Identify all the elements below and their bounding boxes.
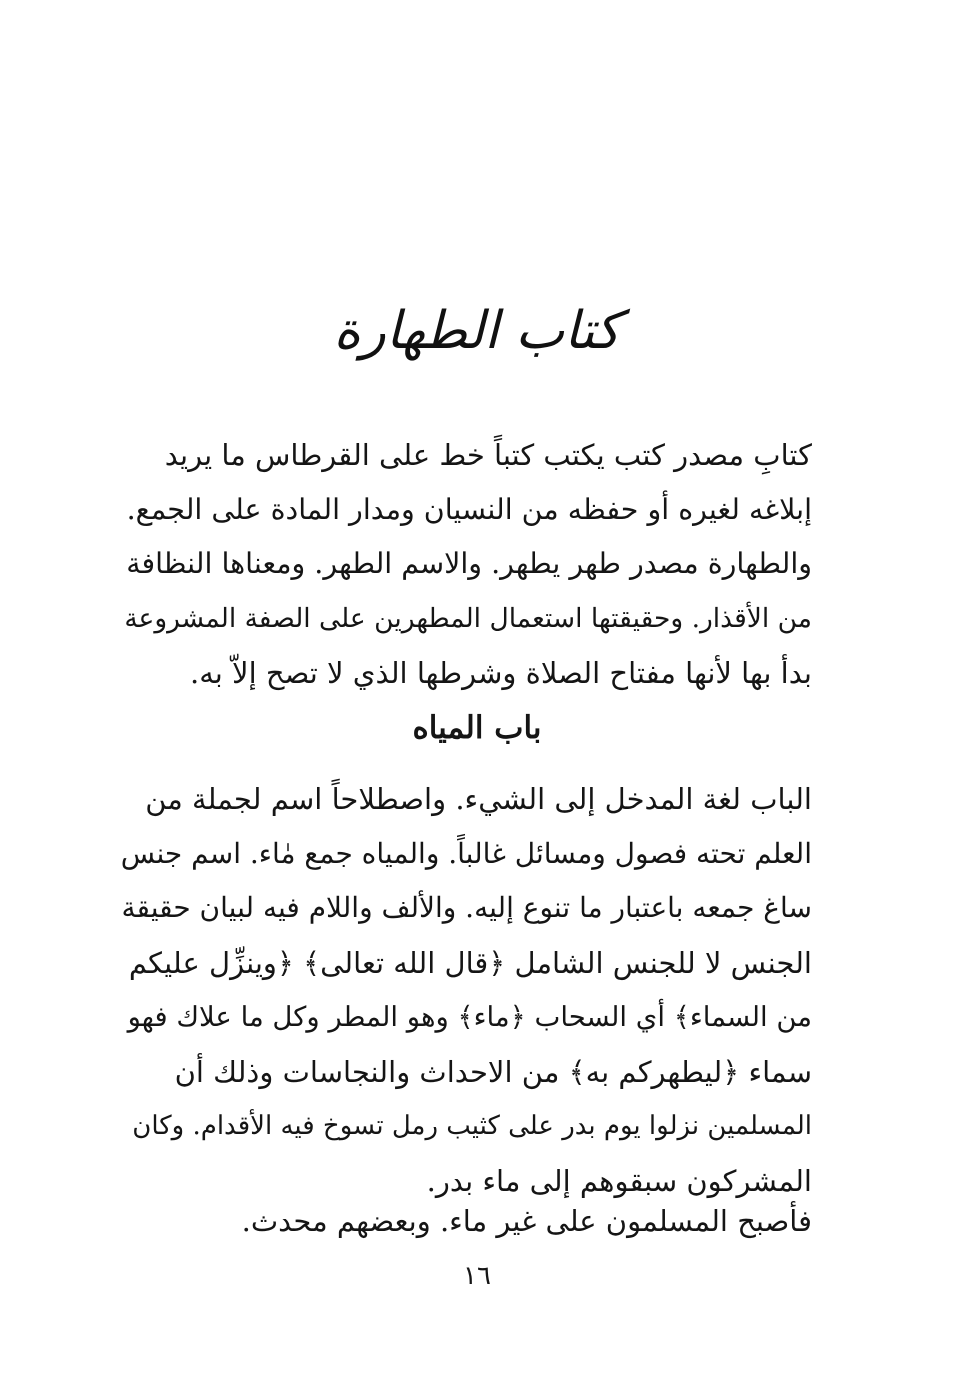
section-line: ساغ جمعه باعتبار ما تنوع إليه. والألف واللام فيه لبيان حقيقة — [121, 891, 812, 924]
intro-line: إبلاغه لغيره أو حفظه من النسيان ومدار المادة على الجمع. — [126, 492, 812, 526]
section-line: المسلمين نزلوا يوم بدر على كثيب رمل تسوخ فيه الأقدام. وكان — [132, 1111, 812, 1141]
section-line: سماء ﴿ليطهركم به﴾ من الاحداث والنجاسات وذلك أن — [174, 1054, 812, 1089]
chapter-title: كتاب الطهارة — [333, 301, 621, 361]
intro-line: من الأقذار. وحقيقتها استعمال المطهرين على الصفة المشروعة — [124, 602, 812, 634]
section-line: من السماء﴾ أي السحاب ﴿ماء﴾ وهو المطر وكل ما علاك فهو — [127, 1001, 812, 1033]
continuation-line: فأصبح المسلمون على غير ماء. وبعضهم محدث. — [241, 1204, 812, 1238]
section-heading: باب المياه — [412, 710, 542, 746]
continuation-paragraph — [120, 1194, 812, 1249]
page-number: ١٦ — [463, 1261, 491, 1291]
section-line: الباب لغة المدخل إلى الشيء. واصطلاحاً اسم لجملة من — [145, 782, 812, 816]
section-line: العلم تحته فصول ومسائل غالباً. والمياه جمع مٰاء. اسم جنس — [120, 836, 812, 870]
intro-line: كتابِ مصدر كتب يكتب كتباً خط على القرطاس ما يريد — [164, 438, 812, 472]
intro-paragraph — [120, 428, 812, 701]
intro-line: والطهارة مصدر طهر يطهر. والاسم الطهر. ومعناها النظافة — [126, 547, 812, 580]
intro-line: بدأ بها لأنها مفتاح الصلاة وشرطها الذي لا تصح إلاّ به. — [190, 656, 812, 690]
section-line: المشركون سبقوهم إلى ماء بدر. — [426, 1163, 812, 1198]
section-paragraph — [120, 772, 812, 1208]
section-line: الجنس لا للجنس الشامل ﴿قال الله تعالى﴾ ﴿وينزِّل عليكم — [128, 945, 812, 980]
